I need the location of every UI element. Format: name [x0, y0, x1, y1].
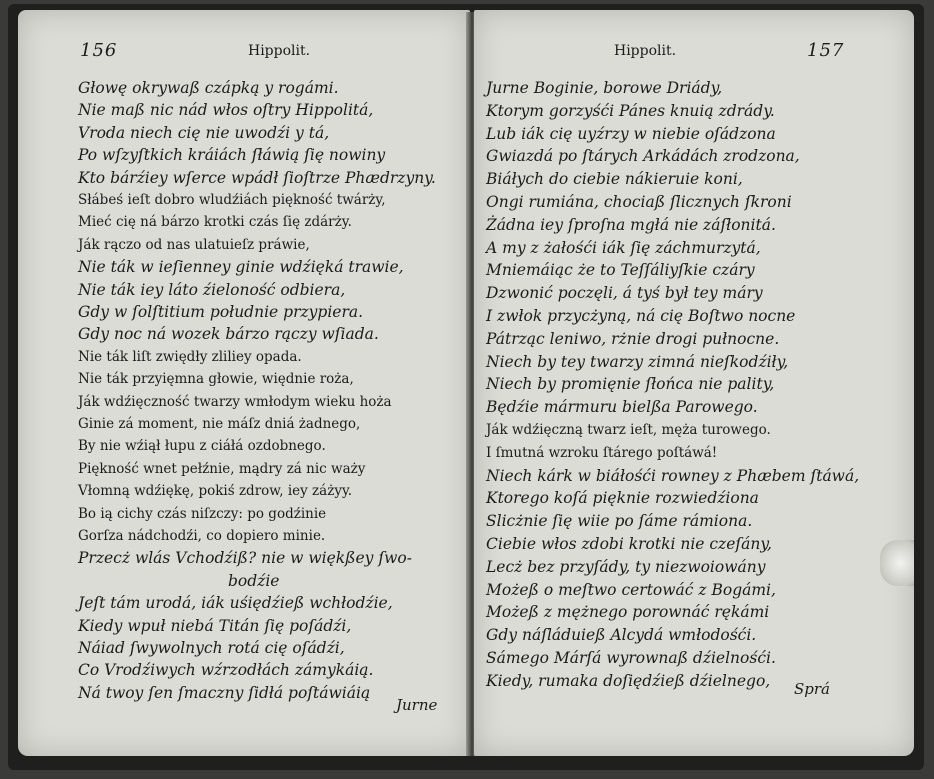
text-line: A my z żałośći iák ſię záchmurzytá, — [486, 238, 761, 257]
page-number-right: 157 — [807, 40, 845, 61]
left-page — [18, 10, 470, 756]
text-line: Vłomną wdźiękę, pokiś zdrow, iey záżyy. — [78, 483, 353, 500]
text-line: Mniemáiąc że to Teſſáliyſkie czáry — [486, 261, 755, 280]
text-line: Będźie mármuru bielßa Parowego. — [486, 398, 758, 417]
text-line: Gdy w ſolſtitium południe przypiera. — [78, 303, 364, 321]
text-line: Ongi rumiána, chociaß ſlicznych ſkroni — [486, 193, 792, 211]
text-line: Ciebie włos zdobi krotki nie czeſány, — [486, 535, 772, 553]
text-line: Lecż bez przyſády, ty niezwoiowány — [486, 557, 766, 576]
text-line: Żádna iey ſproſna mgłá nie záſłonitá. — [486, 215, 776, 234]
text-line: Ják wdźięczność twarzy wmłodym wieku hoża — [78, 393, 392, 410]
text-line: Nie ták przyięmna głowie, więdnie roża, — [78, 371, 354, 388]
running-title-right: Hippolit. — [614, 43, 677, 59]
text-line: Slicżnie ſię wiie po ſáme rámiona. — [486, 512, 753, 531]
page-clip — [880, 540, 914, 586]
right-page — [474, 10, 914, 756]
text-line: Ktorym gorzyśći Pánes knuią zdrády. — [486, 101, 775, 120]
text-line: Możeß z mężnego porownáć rękámi — [486, 603, 770, 622]
text-line: Gdy noc ná wozek bárzo rączy wſiada. — [78, 325, 379, 344]
text-line: Ginie zá moment, nie máſz dniá żadnego, — [78, 416, 361, 432]
text-line: Przecż wlás Vchodźiß? nie w więkßey ſwo- — [78, 549, 412, 568]
text-line: Ná twoy ſen ſmaczny ſidłá poſtáwiáią — [78, 683, 371, 702]
text-line: Ktorego koſá pięknie rozwiedźiona — [486, 489, 759, 508]
text-line: Nie maß nic nád włos oſtry Hippolitá, — [78, 101, 374, 120]
text-line: bodźie — [228, 571, 280, 590]
text-line: Słábeś ieſt dobro wludźiách piękność twárży, — [78, 192, 386, 208]
text-line: Biáłych do ciebie nákieruie koni, — [486, 170, 743, 189]
text-line: Ják wdźięczną twarz ieſt, męża turowego. — [486, 422, 771, 438]
text-line: Możeß o meſtwo certowáć z Bogámi, — [486, 580, 776, 599]
text-line: Nie ták liſt zwiędły zliliey opada. — [78, 348, 302, 365]
text-line: Co Vrodźiwych wźrzodłách zámykáią. — [78, 661, 374, 680]
text-line: I zwłok przycżyną, ná cię Boſtwo nocne — [486, 307, 796, 325]
text-line: Gorſza nádchodźi, co dopiero minie. — [78, 528, 326, 544]
text-line: Pátrząc leniwo, rżnie drogi pułnocne. — [486, 329, 780, 348]
text-line: Ják rączo od nas ulatuieſz práwie, — [78, 236, 310, 253]
text-line: Vroda niech cię nie uwodźi y tá, — [78, 123, 330, 142]
catchword-left: Jurne — [396, 696, 438, 714]
page-number-left: 156 — [80, 40, 118, 61]
text-line: Niech by promięnie ſłońca nie pality, — [486, 375, 775, 394]
text-line: Kto bárźiey wſerce wpádł ſioſtrze Phædrzyny. — [78, 168, 436, 187]
text-line: Jurne Boginie, borowe Driády, — [486, 79, 723, 97]
text-line: Gdy náſláduieß Alcydá wmłodośći. — [486, 626, 757, 645]
text-line: Sámego Márſá wyrownaß dźielnośći. — [486, 649, 776, 667]
text-line: Niech kárk w biáłośći rowney z Phæbem ſtáwá, — [486, 466, 860, 485]
text-line: Głowę okrywaß czápką y rogámi. — [78, 79, 339, 97]
text-line: Bo ią cichy czás niſzczy: po godźinie — [78, 505, 327, 522]
catchword-right: Sprá — [794, 680, 830, 698]
text-line: Lub iák cię uyźrzy w niebie oſádzona — [486, 124, 776, 143]
running-title-left: Hippolit. — [248, 43, 311, 59]
text-line: Nie ták w ieſienney ginie wdźięká trawie, — [78, 258, 404, 277]
text-line: Gwiazdá po ſtárych Arkádách zrodzona, — [486, 147, 800, 166]
text-line: By nie wźiął łupu z ciáłá ozdobnego. — [78, 438, 326, 455]
text-line: I ſmutná wzroku ſtárego poſtáwá! — [486, 444, 718, 461]
text-line: Jeſt tám urodá, iák uśiędźieß wchłodźie, — [78, 594, 393, 613]
text-line: Nie ták iey láto źieloność odbiera, — [78, 280, 346, 299]
book-spread — [8, 4, 924, 770]
text-line: Kiedy wpuł niebá Titán ſię poſádźi, — [78, 616, 352, 635]
text-line: Dzwonić poczęli, á tyś był tey máry — [486, 284, 763, 303]
text-line: Kiedy, rumaka doſiędźieß dźielnego, — [486, 671, 771, 690]
text-line: Piękność wnet pełźnie, mądry zá nic waży — [78, 460, 366, 477]
text-line: Náiad ſwywolnych rotá cię oſádźi, — [78, 639, 345, 657]
text-line: Po wſzyſtkich kráiách ſłáwią ſię nowiny — [78, 146, 386, 165]
text-line: Mieć cię ná bárzo krotki czás ſię zdárży. — [78, 214, 352, 231]
text-line: Niech by tey twarzy zimná nieſkodźiły, — [486, 352, 789, 371]
